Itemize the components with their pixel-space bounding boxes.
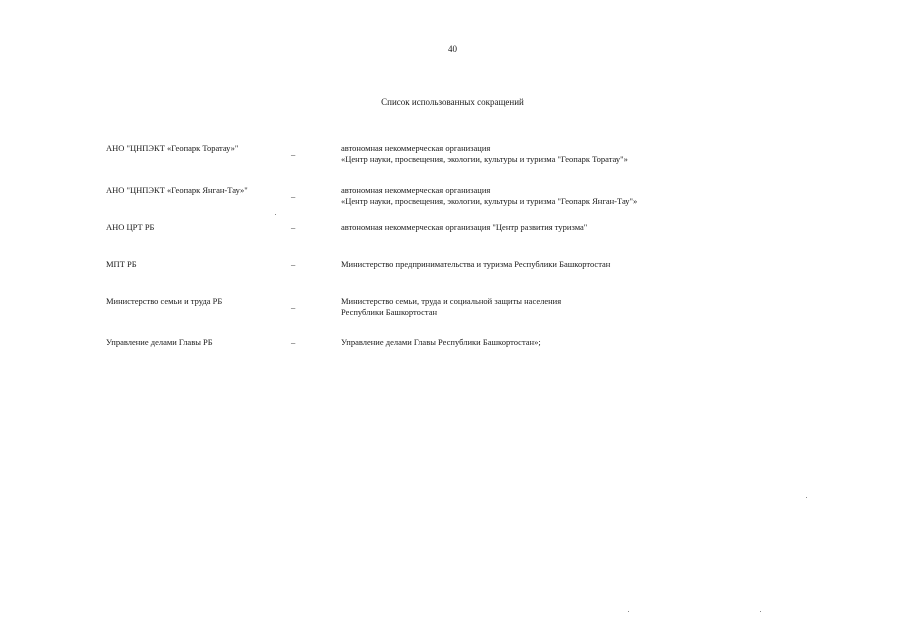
abbreviation-dash: – xyxy=(291,191,296,201)
abbreviation-dash: – xyxy=(291,302,296,312)
definition-line: автономная некоммерческая организация xyxy=(341,185,491,195)
abbreviation-term: МПТ РБ xyxy=(106,259,137,269)
abbreviation-dash: – xyxy=(291,222,296,232)
abbreviation-definition xyxy=(341,259,610,270)
abbreviation-definition xyxy=(341,143,628,165)
abbreviation-definition xyxy=(341,296,561,318)
page-number: 40 xyxy=(448,44,457,54)
abbreviation-definition xyxy=(341,185,637,207)
scan-speck xyxy=(275,214,276,215)
abbreviation-term: АНО "ЦНПЭКТ «Геопарк Торатау»" xyxy=(106,143,239,153)
definition-line: «Центр науки, просвещения, экологии, культуры и туризма "Геопарк Торатау"» xyxy=(341,154,628,164)
definition-line: Республики Башкортостан xyxy=(341,307,438,317)
definition-line: Управление делами Главы Республики Башкортостан»; xyxy=(341,337,541,347)
scan-speck xyxy=(806,497,807,498)
abbreviation-term: АНО "ЦНПЭКТ «Геопарк Янган-Тау»" xyxy=(106,185,248,195)
definition-line: Министерство семьи, труда и социальной защиты населения xyxy=(341,296,562,306)
page-title: Список использованных сокращений xyxy=(381,97,524,107)
definition-line: «Центр науки, просвещения, экологии, культуры и туризма "Геопарк Янган-Тау"» xyxy=(341,196,638,206)
definition-line: Министерство предпринимательства и туризма Республики Башкортостан xyxy=(341,259,611,269)
abbreviation-term: АНО ЦРТ РБ xyxy=(106,222,155,232)
abbreviation-dash: – xyxy=(291,337,296,347)
scan-speck xyxy=(628,611,629,612)
abbreviation-term: Министерство семьи и труда РБ xyxy=(106,296,223,306)
definition-line: автономная некоммерческая организация "Центр развития туризма" xyxy=(341,222,588,232)
abbreviation-definition xyxy=(341,337,541,348)
definition-line: автономная некоммерческая организация xyxy=(341,143,491,153)
abbreviation-definition xyxy=(341,222,587,233)
abbreviation-term: Управление делами Главы РБ xyxy=(106,337,213,347)
abbreviation-dash: – xyxy=(291,149,296,159)
abbreviation-dash: – xyxy=(291,259,296,269)
scan-speck xyxy=(760,611,761,612)
